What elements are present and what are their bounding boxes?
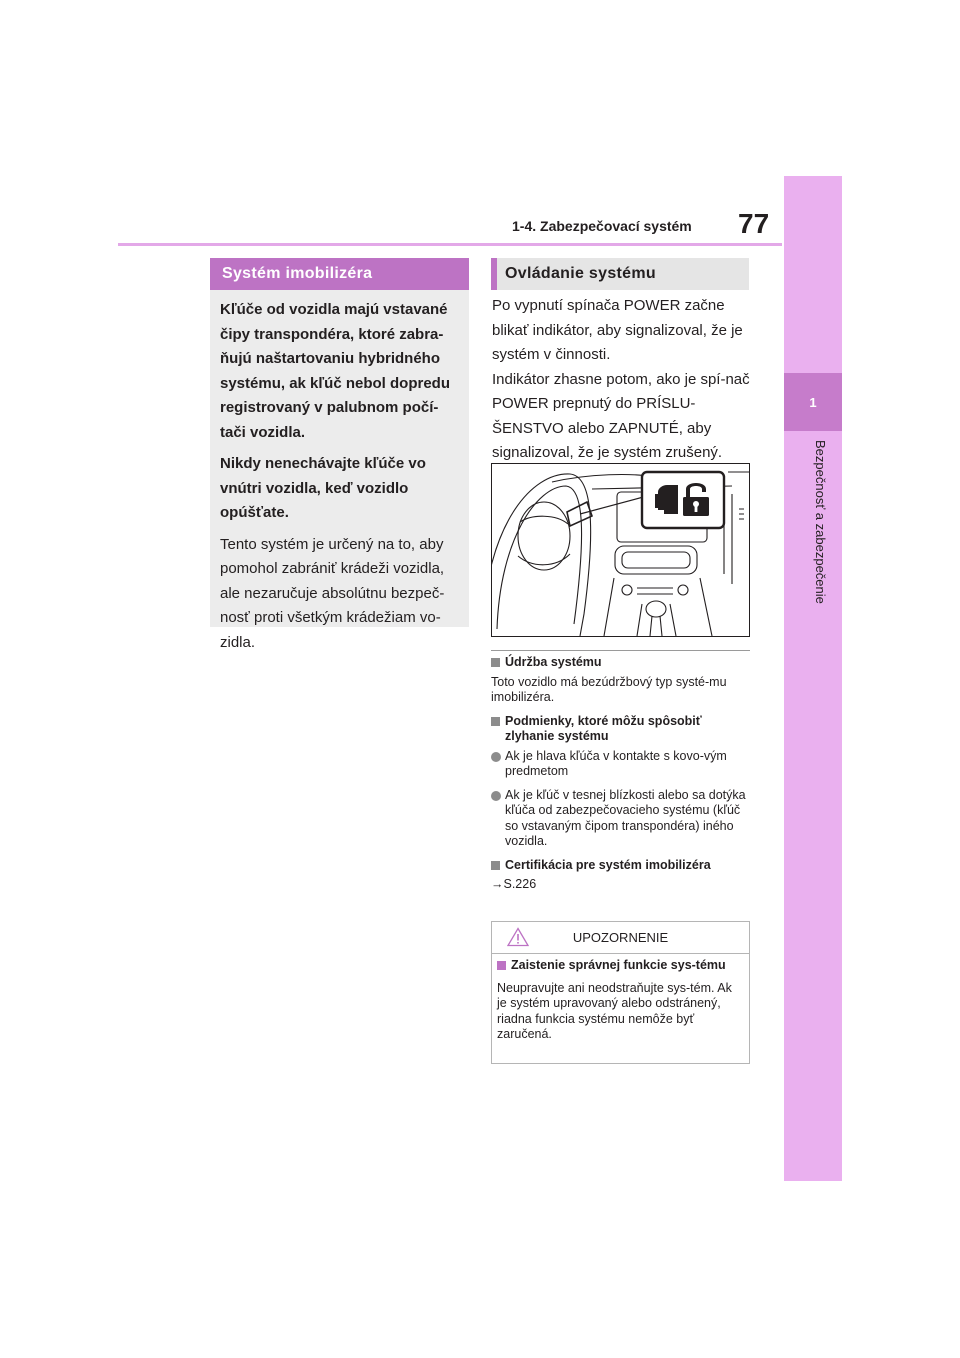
page-number: 77 [738,208,770,239]
immobilizer-info-box [210,290,469,651]
chapter-side-tab [784,176,842,1181]
dashboard-drawing [492,464,749,636]
square-bullet-icon [497,961,506,970]
warning-header [492,922,749,954]
square-bullet-icon [491,717,500,726]
warning-body [492,954,749,1043]
section-title: 1-4. Zabezpečovací systém [512,218,692,234]
warning-subtitle: Zaistenie správnej funkcie sys-tému [511,958,726,972]
condition-text-1: Ak je hlava kľúča v kontakte s kovo-vým predmetom [505,748,727,778]
chapter-title: Bezpečnosť a zabezpečenie [813,440,828,604]
conditions-title: Podmienky, ktoré môžu spôsobiť zlyhanie systému [505,713,702,743]
warning-text: Neupravujte ani neodstraňujte sys-tém. Ak je systém upravovaný alebo odstránený, riadna funkcia systému nemôže byť zaručená. [497,980,732,1041]
warning-label: UPOZORNENIE [572,930,669,945]
warning-box [491,921,750,1064]
square-bullet-icon [491,658,500,667]
info-paragraph-purpose: Tento systém je určený na to, aby pomohol zabrániť krádeži vozidla, ale nezaručuje absolútnu bezpeč-nosť proti všetkým krádežiam vo-zidla. [220,535,445,651]
round-bullet-icon [491,752,501,762]
operation-heading: Ovládanie systému [491,258,749,290]
condition-item [491,749,753,780]
info-paragraph-keys: Kľúče od vozidla majú vstavané čipy transpondéra, ktoré zabra-ňujú naštartovaniu hybridného systému, ak kľúč nebol dopredu registrovaný v palubnom počí-tači vozidla. [220,301,451,441]
warning-subheading [497,958,743,974]
info-paragraph-warning: Nikdy nenechávajte kľúče vo vnútri vozidla, keď vozidlo opúšťate. [220,455,426,521]
dashboard-illustration [491,463,750,637]
conditions-heading [491,714,753,745]
warning-triangle-icon [507,927,529,947]
notes-separator [491,650,750,651]
certification-heading [491,858,753,874]
intro-paragraph-2: Indikátor zhasne potom, ako je spí-nač POWER prepnutý do PRÍSLU-ŠENSTVO alebo ZAPNUTÉ, aby signalizoval, že je systém zrušený. [492,370,750,461]
certification-page-reference: →S.226 [491,877,537,891]
chapter-number-box [784,373,842,431]
condition-text-2: Ak je kľúč v tesnej blízkosti alebo sa dotýka kľúča od zabezpečovacieho systému (kľúč so vstavaným čipom transpondéra) iného vozidla. [505,787,746,848]
maintenance-title: Údržba systému [505,655,602,669]
maintenance-text: Toto vozidlo má bezúdržbový typ systé-mu imobilizéra. [491,674,727,704]
square-bullet-icon [491,861,500,870]
intro-paragraph-1: Po vypnutí spínača POWER začne blikať indikátor, aby signalizoval, že je systém v činnosti. [492,297,743,363]
condition-item [491,788,753,850]
certification-title: Certifikácia pre systém imobilizéra [505,857,711,872]
maintenance-heading [491,655,753,671]
header-rule [118,243,782,246]
round-bullet-icon [491,791,501,801]
notes-section [491,655,753,901]
chapter-number: 1 [809,394,817,410]
immobilizer-heading: Systém imobilizéra [210,258,469,290]
operation-intro [492,294,754,466]
